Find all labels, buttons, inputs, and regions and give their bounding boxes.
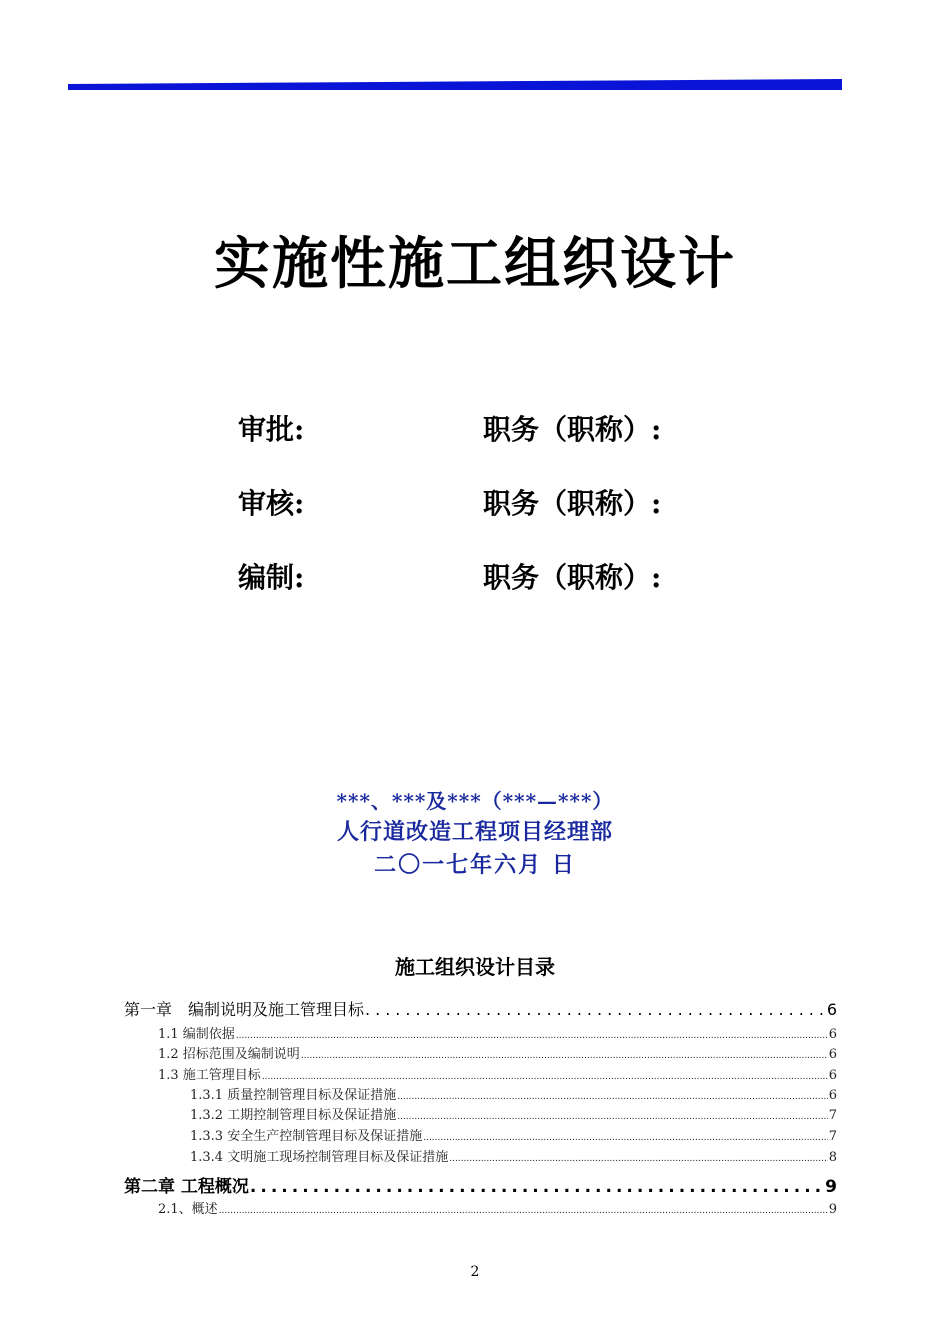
approve-label: 审批: <box>238 413 305 446</box>
toc-entry-page: 6 <box>828 1047 837 1062</box>
signature-row-compile <box>0 558 950 598</box>
toc-entry-1-3[interactable] <box>158 1066 837 1087</box>
toc-entry-page: 6 <box>828 1027 837 1042</box>
toc-entry-title: 2.1、概述 <box>158 1202 218 1217</box>
document-title: 实施性施工组织设计 <box>214 231 736 297</box>
toc-entry-title: 1.3.2 工期控制管理目标及保证措施 <box>190 1108 397 1123</box>
toc-entry-1-2[interactable] <box>158 1045 837 1066</box>
toc-dot-leader <box>262 1067 828 1087</box>
toc-dot-leader <box>397 1107 828 1127</box>
toc-entry-title: 第二章 工程概况 <box>124 1177 249 1197</box>
toc-entry-page: 8 <box>828 1150 837 1165</box>
toc-entry-page: 6 <box>828 1088 837 1103</box>
toc-entry-title: 1.3.1 质量控制管理目标及保证措施 <box>190 1088 397 1103</box>
toc-entry-2-1[interactable] <box>158 1200 837 1221</box>
organization-name: 人行道改造工程项目经理部 <box>336 819 613 845</box>
toc-entry-title: 1.3.4 文明施工现场控制管理目标及保证措施 <box>190 1150 449 1165</box>
toc-entry-page: 6 <box>826 1000 837 1019</box>
review-label: 审核: <box>238 487 305 520</box>
toc-dot-leader <box>397 1087 828 1107</box>
toc-dot-leader <box>365 998 826 1022</box>
toc-entry-1-3-3[interactable] <box>190 1127 837 1148</box>
toc-entry-page: 7 <box>828 1108 837 1123</box>
toc-entry-1-3-4[interactable] <box>190 1148 837 1169</box>
signature-row-review <box>0 484 950 524</box>
toc-heading: 施工组织设计目录 <box>395 955 555 979</box>
review-position-label: 职务（职称）: <box>483 487 662 520</box>
toc-dot-leader <box>250 1175 824 1199</box>
header-rule <box>68 79 842 90</box>
toc-entry-page: 7 <box>828 1129 837 1144</box>
approve-position-label: 职务（职称）: <box>483 413 662 446</box>
toc-entry-page: 9 <box>825 1177 837 1197</box>
toc-entry-page: 6 <box>828 1068 837 1083</box>
organization-parties: ***、***及***（***—***） <box>336 789 614 813</box>
toc-entry-page: 9 <box>828 1202 837 1217</box>
toc-dot-leader <box>219 1201 828 1221</box>
toc-entry-chapter-2[interactable] <box>124 1175 837 1199</box>
toc-entry-title: 1.2 招标范围及编制说明 <box>158 1047 300 1062</box>
toc-dot-leader <box>423 1128 828 1148</box>
toc-entry-title: 1.3.3 安全生产控制管理目标及保证措施 <box>190 1129 423 1144</box>
toc-entry-1-3-1[interactable] <box>190 1086 837 1107</box>
toc-entry-1-3-2[interactable] <box>190 1106 837 1127</box>
toc-dot-leader <box>449 1149 828 1169</box>
toc-entry-title: 1.3 施工管理目标 <box>158 1068 261 1083</box>
toc-entry-title: 1.1 编制依据 <box>158 1027 235 1042</box>
toc-entry-chapter-1[interactable] <box>124 998 837 1022</box>
compile-label: 编制: <box>238 561 305 594</box>
page-number: 2 <box>470 1264 480 1280</box>
toc-entry-title: 第一章 编制说明及施工管理目标 <box>124 1000 365 1019</box>
organization-date: 二〇一七年六月 日 <box>374 852 576 878</box>
organization-block <box>0 786 950 882</box>
compile-position-label: 职务（职称）: <box>483 561 662 594</box>
toc-dot-leader <box>236 1026 828 1046</box>
signature-row-approve <box>0 410 950 450</box>
toc-entry-1-1[interactable] <box>158 1025 837 1046</box>
toc-dot-leader <box>301 1046 828 1066</box>
